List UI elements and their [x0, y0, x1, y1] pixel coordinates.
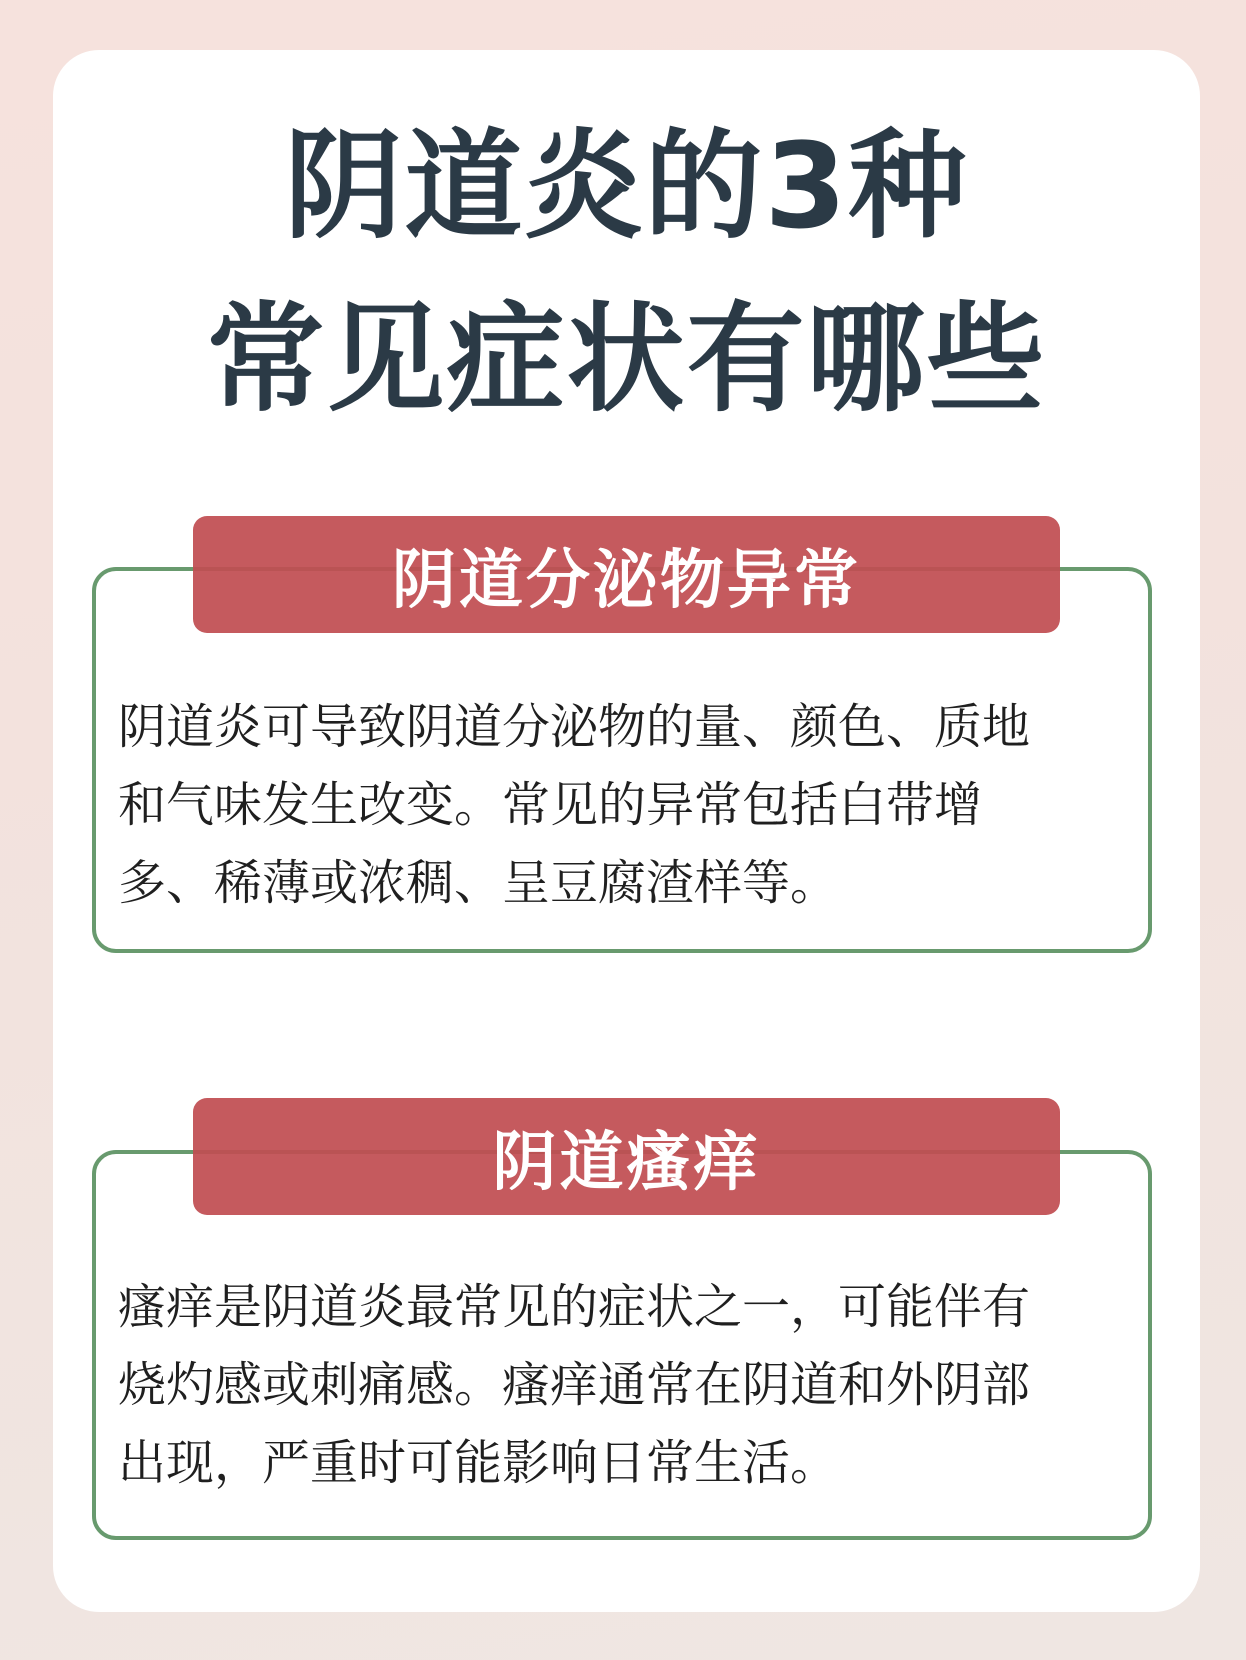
- section-body-discharge: [118, 688, 1133, 922]
- section-heading-label: 阴道分泌物异常: [392, 543, 861, 618]
- section-body-itching: [118, 1268, 1133, 1502]
- body-line: 和气味发生改变。常见的异常包括白带增: [118, 777, 983, 833]
- title-line-2: 常见症状有哪些: [206, 290, 1047, 428]
- title-line-1: 阴道炎的3种: [284, 117, 969, 255]
- body-line: 多、稀薄或浓稠、呈豆腐渣样等。: [118, 855, 839, 911]
- poster-card: [53, 50, 1200, 1612]
- page-title: [53, 100, 1200, 446]
- section-heading-label: 阴道瘙痒: [492, 1125, 761, 1200]
- body-line: 出现，严重时可能影响日常生活。: [118, 1435, 839, 1491]
- section-heading-itching: [193, 1098, 1060, 1215]
- body-line: 瘙痒是阴道炎最常见的症状之一，可能伴有: [118, 1279, 1031, 1335]
- body-line: 烧灼感或刺痛感。瘙痒通常在阴道和外阴部: [118, 1357, 1031, 1413]
- body-line: 阴道炎可导致阴道分泌物的量、颜色、质地: [118, 699, 1031, 755]
- section-heading-discharge: [193, 516, 1060, 633]
